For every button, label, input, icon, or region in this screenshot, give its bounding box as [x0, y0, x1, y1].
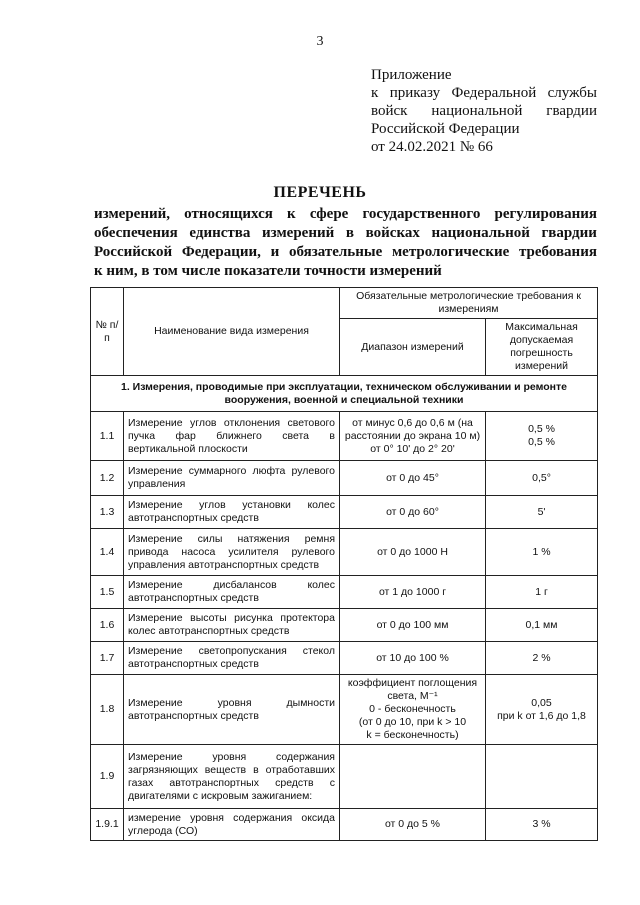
range-line: от 0° 10' до 2° 20' — [370, 442, 455, 455]
appendix-line: Российской Федерации — [371, 121, 520, 137]
word: требования — [518, 244, 597, 260]
range-line: k = бесконечность) — [366, 729, 459, 741]
word: относящихся — [184, 206, 273, 222]
appendix-line — [371, 102, 597, 120]
subtitle-line — [94, 224, 597, 243]
word: гвардии — [541, 225, 597, 241]
error-line: 5' — [537, 505, 546, 518]
word: обязательные — [288, 244, 383, 260]
row-range — [340, 809, 486, 841]
row-range — [340, 496, 486, 529]
table-row — [91, 675, 598, 745]
table-row — [91, 529, 598, 576]
header-range: Диапазон измерений — [340, 319, 486, 376]
word: единства — [189, 225, 251, 241]
row-name: Измерение высоты рисунка протектора колес автотранспортных средств — [124, 609, 340, 642]
word: обеспечения — [94, 225, 178, 241]
word: к — [371, 85, 379, 101]
appendix-line: от 24.02.2021 № 66 — [371, 139, 493, 155]
row-error — [486, 496, 598, 529]
word: Федерации, — [181, 244, 261, 260]
row-range — [340, 576, 486, 609]
error-line: 0,5 % — [528, 423, 555, 435]
row-error — [486, 745, 598, 809]
word: измерений — [262, 225, 335, 241]
row-error — [486, 461, 598, 496]
range-line: от 10 до 100 % — [376, 651, 449, 664]
word: Российской — [94, 244, 173, 260]
table-row — [91, 412, 598, 461]
row-error — [486, 412, 598, 461]
range-line: от 0 до 60° — [386, 505, 439, 518]
row-number: 1.7 — [91, 642, 124, 675]
row-number: 1.4 — [91, 529, 124, 576]
row-number: 1.3 — [91, 496, 124, 529]
error-line: при k от 1,6 до 1,8 — [497, 709, 586, 722]
range-line: от минус 0,6 до 0,6 м (на расстоянии до экрана 10 м) — [344, 416, 481, 442]
table-row — [91, 642, 598, 675]
word: измерений, — [94, 206, 171, 222]
header-metro: Обязательные метрологические требования к измерениям — [340, 288, 598, 319]
row-name: Измерение силы натяжения ремня привода насоса усилителя рулевого управления автотранспортных средств — [124, 529, 340, 576]
word: и — [270, 244, 280, 260]
table-row — [91, 809, 598, 841]
word: в — [345, 225, 355, 241]
row-name: Измерение дисбалансов колес автотранспортных средств — [124, 576, 340, 609]
word: службы — [547, 85, 597, 101]
row-error — [486, 576, 598, 609]
row-range — [340, 609, 486, 642]
error-line: 1 г — [535, 585, 548, 598]
row-range — [340, 745, 486, 809]
word: сфере — [309, 206, 349, 222]
row-number: 1.2 — [91, 461, 124, 496]
page-number: 3 — [316, 34, 324, 49]
header-error: Максимальная допускаемая погрешность измерений — [486, 319, 598, 376]
range-line: 0 - бесконечность — [369, 703, 456, 715]
word: метрологические — [391, 244, 510, 260]
row-range — [340, 529, 486, 576]
row-number: 1.1 — [91, 412, 124, 461]
row-number: 1.8 — [91, 675, 124, 745]
appendix-block — [371, 66, 597, 156]
row-number: 1.6 — [91, 609, 124, 642]
error-line: 2 % — [532, 651, 551, 664]
document-title: ПЕРЕЧЕНЬ — [273, 184, 367, 201]
row-name: Измерение углов отклонения светового пучка фар ближнего света в вертикальной плоскости — [124, 412, 340, 461]
error-line: 0,05 — [531, 696, 552, 709]
row-name: Измерение светопропускания стекол автотранспортных средств — [124, 642, 340, 675]
table-row — [91, 609, 598, 642]
row-name: Измерение суммарного люфта рулевого управления — [124, 461, 340, 496]
appendix-line — [371, 84, 597, 102]
error-line: 1 % — [532, 545, 551, 558]
row-error — [486, 809, 598, 841]
measurements-table — [90, 287, 598, 841]
word: войск — [371, 103, 408, 119]
subtitle-line — [94, 205, 597, 224]
word: национальной — [431, 225, 530, 241]
word: приказу — [389, 85, 441, 101]
range-line: от 0 до 1000 Н — [377, 545, 448, 558]
range-line: от 0 до 5 % — [384, 818, 441, 830]
range-line: (от 0 до 10, при k > 10 — [358, 716, 467, 728]
subtitle-line — [94, 243, 597, 262]
word: регулирования — [494, 206, 597, 222]
range-line: коэффициент поглощения света, М⁻¹ — [347, 677, 478, 702]
header-name: Наименование вида измерения — [124, 288, 340, 376]
row-error — [486, 642, 598, 675]
row-name: Измерение уровня содержания загрязняющих веществ в отработавших газах автотранспортных средств с двигателями с искровым зажиганием: — [124, 745, 340, 809]
error-line: 3 % — [532, 818, 551, 830]
word: государственного — [362, 206, 481, 222]
row-error — [486, 529, 598, 576]
error-line: 0,5° — [532, 471, 551, 484]
row-range — [340, 675, 486, 745]
row-error — [486, 609, 598, 642]
table-row — [91, 496, 598, 529]
table-row — [91, 745, 598, 809]
word: к — [287, 206, 296, 222]
row-name: измерение уровня содержания оксида углерода (СО) — [124, 809, 340, 841]
row-number: 1.9 — [91, 745, 124, 809]
header-num: № п/п — [91, 288, 124, 376]
subtitle-line: к ним, в том числе показатели точности измерений — [94, 263, 442, 279]
section-heading: 1. Измерения, проводимые при эксплуатации, техническом обслуживании и ремонте вооружения, военной и специальной техники — [91, 376, 598, 412]
table-row — [91, 461, 598, 496]
word: войсках — [365, 225, 420, 241]
document-subtitle — [94, 205, 597, 281]
row-range — [340, 461, 486, 496]
row-range — [340, 642, 486, 675]
word: Федеральной — [451, 85, 537, 101]
table-row — [91, 576, 598, 609]
word: национальной — [431, 103, 523, 119]
error-line: 0,1 мм — [525, 618, 558, 631]
row-error — [486, 675, 598, 745]
error-line: 0,5 % — [528, 436, 555, 448]
row-name: Измерение углов установки колес автотранспортных средств — [124, 496, 340, 529]
word: гвардии — [546, 103, 597, 119]
row-number: 1.5 — [91, 576, 124, 609]
row-number: 1.9.1 — [91, 809, 124, 841]
range-line: от 1 до 1000 г — [378, 585, 447, 598]
row-name: Измерение уровня дымности автотранспортных средств — [124, 675, 340, 745]
row-range — [340, 412, 486, 461]
appendix-line: Приложение — [371, 67, 452, 83]
range-line: от 0 до 45° — [386, 471, 439, 484]
range-line: от 0 до 100 мм — [376, 618, 449, 631]
